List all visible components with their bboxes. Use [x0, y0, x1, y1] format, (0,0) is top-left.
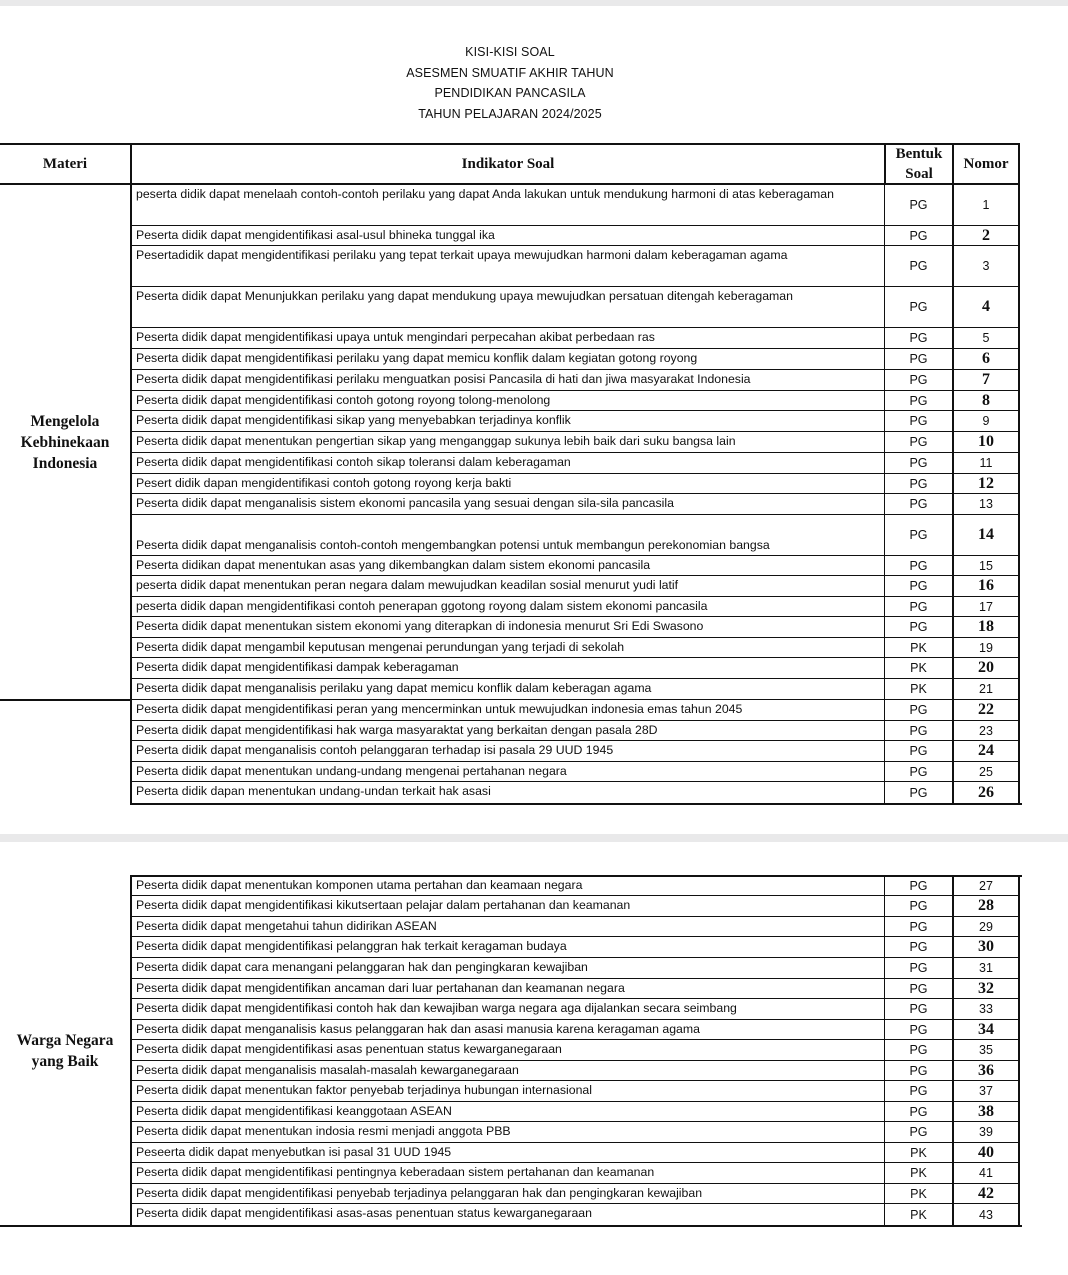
indikator-cell [130, 896, 884, 917]
indikator-text: Peserta didik dapat menentukan indosia resmi menjadi anggota PBB [136, 1124, 511, 1138]
indikator-text: Peserta didik dapat mengidentifikasi kikutsertaan pelajar dalam pertahanan dan keamanan [136, 898, 631, 912]
indikator-text: Peserta didik dapat menganalisis masalah-masalah kewarganegaraan [136, 1063, 519, 1077]
indikator-cell [130, 328, 884, 349]
bentuk-soal-cell: PG [884, 474, 952, 494]
indikator-cell [130, 411, 884, 432]
indikator-cell [130, 1204, 884, 1226]
indikator-text: Peserta didik dapat mengidentifikasi penyebab terjadinya pelanggaran hak dan pengingkaran kewajiban [136, 1186, 703, 1200]
table-row [0, 411, 1024, 432]
materi-separator [0, 699, 130, 701]
header-bentuk-line2: Soal [905, 166, 933, 182]
bentuk-soal-cell: PG [884, 556, 952, 576]
table-row [0, 597, 1024, 617]
indikator-text: Peserta didik dapat mengidentifikasi contoh gotong royong tolong-menolong [136, 393, 551, 407]
table-body-page-2 [0, 876, 1024, 1226]
indikator-text: Peseerta didik dapat menyebutkan isi pasal 31 UUD 1945 [136, 1145, 452, 1159]
nomor-cell: 42 [952, 1184, 1020, 1204]
indikator-cell [130, 762, 884, 782]
bentuk-soal-cell: PG [884, 370, 952, 391]
bentuk-soal-cell: PG [884, 391, 952, 411]
table-row [0, 474, 1024, 494]
table-row [0, 638, 1024, 658]
nomor-cell: 41 [952, 1163, 1020, 1184]
table-row [0, 958, 1024, 979]
bentuk-soal-cell: PK [884, 1184, 952, 1204]
indikator-text: Peserta didik dapat menentukan undang-undang mengenai pertahanan negara [136, 764, 567, 778]
bentuk-soal-cell: PG [884, 453, 952, 474]
bentuk-soal-cell: PG [884, 432, 952, 453]
indikator-cell [130, 370, 884, 391]
bentuk-soal-cell: PG [884, 226, 952, 246]
indikator-text: Peserta didik dapat menentukan faktor penyebab terjadinya hubungan internasional [136, 1083, 592, 1097]
indikator-text: peserta didik dapat menentukan peran negara dalam mewujudkan keadilan sosial menurut yudi latif [136, 578, 679, 592]
indikator-text: Peserta didik dapat mengidentifikasi pelanggran hak terkait keragaman budaya [136, 939, 567, 953]
nomor-cell: 30 [952, 937, 1020, 958]
table-row [0, 391, 1024, 411]
table-row [0, 721, 1024, 741]
table-body-page-1 [0, 185, 1024, 804]
indikator-text: Peserta didik dapat mengidentifikasi dampak keberagaman [136, 660, 459, 674]
table-row [0, 246, 1024, 287]
bentuk-soal-cell: PG [884, 917, 952, 937]
indikator-cell [130, 226, 884, 246]
nomor-cell: 18 [952, 617, 1020, 638]
indikator-cell [130, 494, 884, 515]
materi-text-line: Indonesia [32, 455, 98, 472]
bentuk-soal-cell: PG [884, 958, 952, 979]
bentuk-soal-cell: PG [884, 328, 952, 349]
materi-cell-group-1 [0, 185, 130, 700]
table-header [0, 143, 1024, 185]
table-row [0, 349, 1024, 370]
bentuk-soal-cell: PG [884, 597, 952, 617]
indikator-text: Peserta didik dapat cara menangani pelanggaran hak dan pengingkaran kewajiban [136, 960, 588, 974]
indikator-cell [130, 246, 884, 287]
indikator-text: Peserta didik dapat menentukan komponen utama pertahan dan keamaan negara [136, 878, 583, 892]
bentuk-soal-cell: PG [884, 1102, 952, 1122]
indikator-text: Peserta didik dapan menentukan undang-undan terkait hak asasi [136, 784, 491, 798]
bentuk-soal-cell: PG [884, 617, 952, 638]
table-row [0, 515, 1024, 556]
indikator-text: Peserta didik dapat mengidentifikasi perilaku yang dapat memicu konflik dalam kegiatan gotong royong [136, 351, 698, 365]
nomor-cell: 32 [952, 979, 1020, 999]
nomor-cell: 29 [952, 917, 1020, 937]
bentuk-soal-cell: PG [884, 411, 952, 432]
indikator-text: Peserta didik dapat menentukan sistem ekonomi yang diterapkan di indonesia menurut Sri Edi Swasono [136, 619, 704, 633]
bentuk-soal-cell: PG [884, 1020, 952, 1040]
table-bottom-border [130, 1225, 1022, 1227]
table-row [0, 226, 1024, 246]
bentuk-soal-cell: PG [884, 721, 952, 741]
nomor-cell: 5 [952, 328, 1020, 349]
indikator-cell [130, 679, 884, 700]
bentuk-soal-cell: PK [884, 1204, 952, 1226]
indikator-cell [130, 515, 884, 556]
kisi-kisi-table-page-1 [0, 143, 1024, 804]
indikator-cell [130, 1081, 884, 1102]
table-row [0, 1040, 1024, 1061]
title-line-1: KISI-KISI SOAL [465, 45, 555, 59]
indikator-cell [130, 349, 884, 370]
table-row [0, 1204, 1024, 1226]
table-row [0, 937, 1024, 958]
nomor-cell: 6 [952, 349, 1020, 370]
indikator-text: Peserta didik dapat menganalisis perilaku yang dapat memicu konflik dalam keberagan agama [136, 681, 652, 695]
table-row [0, 917, 1024, 937]
indikator-text: Peserta didikan dapat menentukan asas yang dikembangkan dalam sistem ekonomi pancasila [136, 558, 651, 572]
nomor-cell: 34 [952, 1020, 1020, 1040]
nomor-cell: 12 [952, 474, 1020, 494]
top-margin-strip [0, 0, 1068, 6]
bentuk-soal-cell: PG [884, 515, 952, 556]
indikator-text: Peserta didik dapat mengetahui tahun didirikan ASEAN [136, 919, 437, 933]
kisi-kisi-table-page-2 [0, 876, 1024, 1226]
indikator-cell [130, 391, 884, 411]
nomor-cell: 2 [952, 226, 1020, 246]
nomor-cell: 28 [952, 896, 1020, 917]
materi-text-line: Warga Negara [16, 1032, 114, 1049]
table-row [0, 1143, 1024, 1163]
indikator-text: Peserta didik dapat mengidentifikasi hak warga masyaraktat yang berkaitan dengan pasala 28D [136, 723, 658, 737]
bentuk-soal-cell: PG [884, 246, 952, 287]
indikator-cell [130, 999, 884, 1020]
nomor-cell: 39 [952, 1122, 1020, 1143]
indikator-text: Peserta didik dapat menganalisis contoh pelanggaran terhadap isi pasala 29 UUD 1945 [136, 743, 614, 757]
nomor-cell: 14 [952, 515, 1020, 556]
indikator-cell [130, 453, 884, 474]
indikator-cell [130, 185, 884, 226]
indikator-text: peserta didik dapan mengidentifikasi contoh penerapan ggotong royong dalam sistem ekonomi pancasila [136, 599, 708, 613]
table-row [0, 617, 1024, 638]
bentuk-soal-cell: PK [884, 679, 952, 700]
nomor-cell: 26 [952, 782, 1020, 804]
bentuk-soal-cell: PK [884, 638, 952, 658]
indikator-text: Pesertadidik dapat mengidentifikasi perilaku yang tepat terkait upaya mewujudkan harmoni dalam keberagaman agama [136, 248, 788, 262]
table-row [0, 700, 1024, 721]
indikator-text: Pesert didik dapan mengidentifikasi contoh gotong royong kerja bakti [136, 476, 512, 490]
bentuk-soal-cell: PG [884, 741, 952, 762]
table-row [0, 1020, 1024, 1040]
nomor-cell: 1 [952, 185, 1020, 226]
bentuk-soal-cell: PG [884, 1122, 952, 1143]
nomor-cell: 16 [952, 576, 1020, 597]
indikator-text: Peserta didik dapat mengidentifikasi peran yang mencerminkan untuk mewujudkan indonesia emas tahun 2045 [136, 702, 743, 716]
nomor-cell: 33 [952, 999, 1020, 1020]
indikator-text: Peserta didik dapat mengidentifikasi keanggotaan ASEAN [136, 1104, 452, 1118]
nomor-cell: 7 [952, 370, 1020, 391]
nomor-cell: 25 [952, 762, 1020, 782]
materi-text-line: Kebhinekaan [20, 434, 110, 451]
indikator-cell [130, 721, 884, 741]
indikator-text: Peserta didik dapat menganalisis kasus pelanggaran hak dan asasi manusia karena keragaman agama [136, 1022, 700, 1036]
bentuk-soal-cell: PG [884, 999, 952, 1020]
nomor-cell: 35 [952, 1040, 1020, 1061]
bentuk-soal-cell: PG [884, 937, 952, 958]
indikator-text: Peserta didik dapat Menunjukkan perilaku yang dapat mendukung upaya mewujudkan persatuan ditengah keberagaman [136, 289, 793, 303]
table-row [0, 432, 1024, 453]
bentuk-soal-cell: PG [884, 700, 952, 721]
nomor-cell: 9 [952, 411, 1020, 432]
indikator-cell [130, 556, 884, 576]
bentuk-soal-cell: PG [884, 762, 952, 782]
table-row [0, 1081, 1024, 1102]
table-row [0, 328, 1024, 349]
table-row [0, 999, 1024, 1020]
indikator-cell [130, 597, 884, 617]
indikator-text: Peserta didik dapat mengidentifikasi upaya untuk mengindari perpecahan akibat perbedaan ras [136, 330, 655, 344]
indikator-cell [130, 1102, 884, 1122]
indikator-text: Peserta didik dapat mengambil keputusan mengenai perundungan yang terjadi di sekolah [136, 640, 625, 654]
table-row [0, 1061, 1024, 1081]
nomor-cell: 8 [952, 391, 1020, 411]
table-row [0, 876, 1024, 896]
indikator-cell [130, 638, 884, 658]
header-bentuk-line1: Bentuk [895, 146, 943, 162]
nomor-cell: 31 [952, 958, 1020, 979]
bentuk-soal-cell: PG [884, 782, 952, 804]
indikator-cell [130, 432, 884, 453]
title-line-2: ASESMEN SMUATIF AKHIR TAHUN [406, 65, 614, 80]
indikator-cell [130, 617, 884, 638]
indikator-cell [130, 1163, 884, 1184]
nomor-cell: 37 [952, 1081, 1020, 1102]
bentuk-soal-cell: PG [884, 876, 952, 896]
bentuk-soal-cell: PG [884, 287, 952, 328]
table-row [0, 782, 1024, 804]
bentuk-soal-cell: PG [884, 896, 952, 917]
table-row [0, 1184, 1024, 1204]
nomor-cell: 20 [952, 658, 1020, 679]
table-row [0, 762, 1024, 782]
indikator-cell [130, 741, 884, 762]
indikator-text: Peserta didik dapat mengidentifikasi sikap yang menyebabkan terjadinya konflik [136, 413, 571, 427]
nomor-cell: 21 [952, 679, 1020, 700]
nomor-cell: 38 [952, 1102, 1020, 1122]
indikator-text: Peserta didik dapat menganalisis contoh-contoh mengembangkan potensi untuk membangun perekonomian bangsa [136, 538, 770, 552]
title-line-4: TAHUN PELAJARAN 2024/2025 [418, 106, 602, 121]
indikator-cell [130, 917, 884, 937]
header-nomor: Nomor [952, 143, 1020, 185]
nomor-cell: 43 [952, 1204, 1020, 1226]
indikator-cell [130, 782, 884, 804]
table-row [0, 1163, 1024, 1184]
indikator-cell [130, 474, 884, 494]
bentuk-soal-cell: PK [884, 1163, 952, 1184]
table-row [0, 576, 1024, 597]
indikator-text: Peserta didik dapat mengidentifikasi contoh sikap toleransi dalam keberagaman [136, 455, 571, 469]
page-break-strip [0, 834, 1068, 842]
indikator-text: Peserta didik dapat mengidentifikasi asas-asas penentuan status kewarganegaraan [136, 1206, 592, 1220]
indikator-text: Peserta didik dapat menentukan pengertian sikap yang menganggap sukunya lebih baik dari suku bangsa lain [136, 434, 736, 448]
indikator-text: Peserta didik dapat menganalisis sistem ekonomi pancasila yang sesuai dengan sila-sila pancasila [136, 496, 674, 510]
indikator-cell [130, 1122, 884, 1143]
nomor-cell: 3 [952, 246, 1020, 287]
table-top-border [130, 875, 1022, 877]
bentuk-soal-cell: PG [884, 1081, 952, 1102]
indikator-cell [130, 287, 884, 328]
indikator-text: Peserta didik dapat mengidentifikasi contoh hak dan kewajiban warga negara aga dijalankan secara seimbang [136, 1001, 737, 1015]
bentuk-soal-cell: PK [884, 1143, 952, 1163]
indikator-cell [130, 1020, 884, 1040]
table-row [0, 370, 1024, 391]
bentuk-soal-cell: PG [884, 185, 952, 226]
indikator-cell [130, 658, 884, 679]
nomor-cell: 27 [952, 876, 1020, 896]
indikator-cell [130, 576, 884, 597]
document-title-block [0, 42, 1020, 124]
nomor-cell: 4 [952, 287, 1020, 328]
nomor-cell: 22 [952, 700, 1020, 721]
nomor-cell: 10 [952, 432, 1020, 453]
bentuk-soal-cell: PG [884, 349, 952, 370]
indikator-cell [130, 979, 884, 999]
indikator-text: Peserta didik dapat mengidentifikasi pentingnya keberadaan sistem pertahanan dan keamanan [136, 1165, 655, 1179]
indikator-cell [130, 937, 884, 958]
indikator-cell [130, 958, 884, 979]
bentuk-soal-cell: PK [884, 658, 952, 679]
indikator-cell [130, 1040, 884, 1061]
bentuk-soal-cell: PG [884, 1040, 952, 1061]
indikator-cell [130, 700, 884, 721]
table-row [0, 658, 1024, 679]
indikator-text: Peserta didik dapat mengidentifikan ancaman dari luar pertahanan dan keamanan negara [136, 981, 625, 995]
header-materi: Materi [0, 143, 130, 185]
nomor-cell: 24 [952, 741, 1020, 762]
indikator-text: Peserta didik dapat mengidentifikasi perilaku menguatkan posisi Pancasila di hati dan jiwa masyarakat Indonesia [136, 372, 751, 386]
bentuk-soal-cell: PG [884, 979, 952, 999]
nomor-cell: 19 [952, 638, 1020, 658]
table-row [0, 979, 1024, 999]
materi-text-line: yang Baik [31, 1053, 99, 1070]
materi-cell-group-2 [0, 876, 130, 1226]
header-indikator: Indikator Soal [130, 143, 884, 185]
table-row [0, 1122, 1024, 1143]
nomor-cell: 13 [952, 494, 1020, 515]
nomor-cell: 23 [952, 721, 1020, 741]
indikator-cell [130, 1143, 884, 1163]
table-row [0, 741, 1024, 762]
bentuk-soal-cell: PG [884, 494, 952, 515]
indikator-text: Peserta didik dapat mengidentifikasi asas penentuan status kewarganegaraan [136, 1042, 562, 1056]
table-row [0, 1102, 1024, 1122]
indikator-text: peserta didik dapat menelaah contoh-contoh perilaku yang dapat Anda lakukan untuk mendukung harmoni di atas keberagaman [136, 187, 834, 201]
materi-bottom-border [0, 1225, 130, 1227]
indikator-text: Peserta didik dapat mengidentifikasi asal-usul bhineka tunggal ika [136, 228, 495, 242]
table-row [0, 287, 1024, 328]
indikator-cell [130, 1061, 884, 1081]
indikator-cell [130, 876, 884, 896]
nomor-cell: 17 [952, 597, 1020, 617]
bentuk-soal-cell: PG [884, 576, 952, 597]
nomor-cell: 36 [952, 1061, 1020, 1081]
table-row [0, 679, 1024, 700]
title-line-3: PENDIDIKAN PANCASILA [434, 86, 586, 100]
nomor-cell: 11 [952, 453, 1020, 474]
materi-text-line: Mengelola [30, 413, 100, 430]
table-row [0, 494, 1024, 515]
nomor-cell: 15 [952, 556, 1020, 576]
indikator-cell [130, 1184, 884, 1204]
table-row [0, 556, 1024, 576]
table-bottom-border [130, 803, 1022, 805]
header-bentuk-soal [884, 143, 952, 185]
table-row [0, 896, 1024, 917]
table-row [0, 453, 1024, 474]
bentuk-soal-cell: PG [884, 1061, 952, 1081]
nomor-cell: 40 [952, 1143, 1020, 1163]
table-row [0, 185, 1024, 226]
